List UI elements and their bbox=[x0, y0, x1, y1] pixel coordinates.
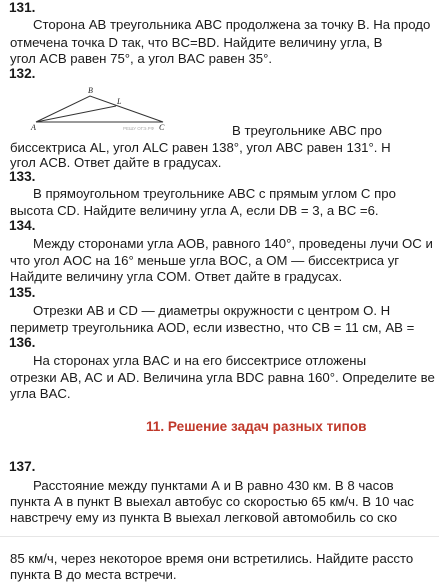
problem-136-number: 136. bbox=[9, 335, 36, 350]
watermark: РЕШУ ОГЭ.РФ bbox=[123, 126, 155, 131]
problem-131-line-1: Сторона AB треугольника ABC продолжена за точку B. На продо bbox=[33, 17, 431, 32]
problem-131-line-2: отмечена точка D так, что BC=BD. Найдите величину угла, B bbox=[10, 35, 383, 50]
problem-134-line-2: что угол AOC на 16° меньше угла BOC, а OM — биссектриса уг bbox=[10, 253, 400, 268]
vertex-label-a: A bbox=[31, 123, 36, 132]
problem-136-line-3: угла BAC. bbox=[10, 386, 71, 401]
problem-134-line-3: Найдите величину угла COM. Ответ дайте в градусах. bbox=[10, 269, 343, 284]
problem-134-number: 134. bbox=[9, 218, 36, 233]
problem-137-line-5: пункта В до места встречи. bbox=[10, 567, 177, 582]
vertex-label-c: C bbox=[159, 123, 165, 132]
problem-137-line-3: навстречу ему из пункта В выехал легковой автомобиль со ско bbox=[10, 510, 398, 525]
problem-133-line-2: высота CD. Найдите величину угла A, если DB = 3, а BC =6. bbox=[10, 203, 379, 218]
problem-137-line-4: 85 км/ч, через некоторое время они встретились. Найдите рассто bbox=[10, 551, 414, 566]
problem-132-number: 132. bbox=[9, 66, 36, 81]
problem-135-number: 135. bbox=[9, 285, 36, 300]
problem-137-line-1: Расстояние между пунктами А и В равно 430 км. В 8 часов bbox=[33, 478, 394, 493]
problem-133-line-1: В прямоугольном треугольнике ABC с прямым углом C про bbox=[33, 186, 396, 201]
section-heading: 11. Решение задач разных типов bbox=[146, 419, 367, 434]
problem-133-number: 133. bbox=[9, 169, 36, 184]
problem-132-line-3: угол ACB. Ответ дайте в градусах. bbox=[10, 155, 222, 170]
problem-134-line-1: Между сторонами угла AOB, равного 140°, проведены лучи OC и bbox=[33, 236, 433, 251]
problem-136-line-1: На сторонах угла BAC и на его биссектрисе отложены bbox=[33, 353, 367, 368]
problem-132-line-2: биссектриса AL, угол ALC равен 138°, угол ABC равен 131°. Н bbox=[10, 140, 391, 155]
vertex-label-b: B bbox=[88, 86, 93, 95]
point-label-l: L bbox=[117, 97, 122, 106]
bisector-al bbox=[36, 106, 116, 122]
problem-137-line-2: пункта А в пункт В выехал автобус со скоростью 65 км/ч. В 10 час bbox=[10, 494, 414, 509]
problem-136-line-2: отрезки AB, AC и AD. Величина угла BDC равна 160°. Определите ве bbox=[10, 370, 435, 385]
problem-135-line-2: периметр треугольника AOD, если известно, что CB = 11 см, AB = bbox=[10, 320, 415, 335]
problem-135-line-1: Отрезки AB и CD — диаметры окружности с центром O. Н bbox=[33, 303, 391, 318]
triangle-figure bbox=[28, 84, 178, 132]
problem-137-number: 137. bbox=[9, 459, 36, 474]
problem-131-number: 131. bbox=[9, 0, 36, 15]
page-divider bbox=[0, 536, 439, 537]
problem-132-line-1: В треугольнике ABC про bbox=[232, 123, 382, 138]
problem-131-line-3: угол ACB равен 75°, а угол BAC равен 35°. bbox=[10, 51, 273, 66]
